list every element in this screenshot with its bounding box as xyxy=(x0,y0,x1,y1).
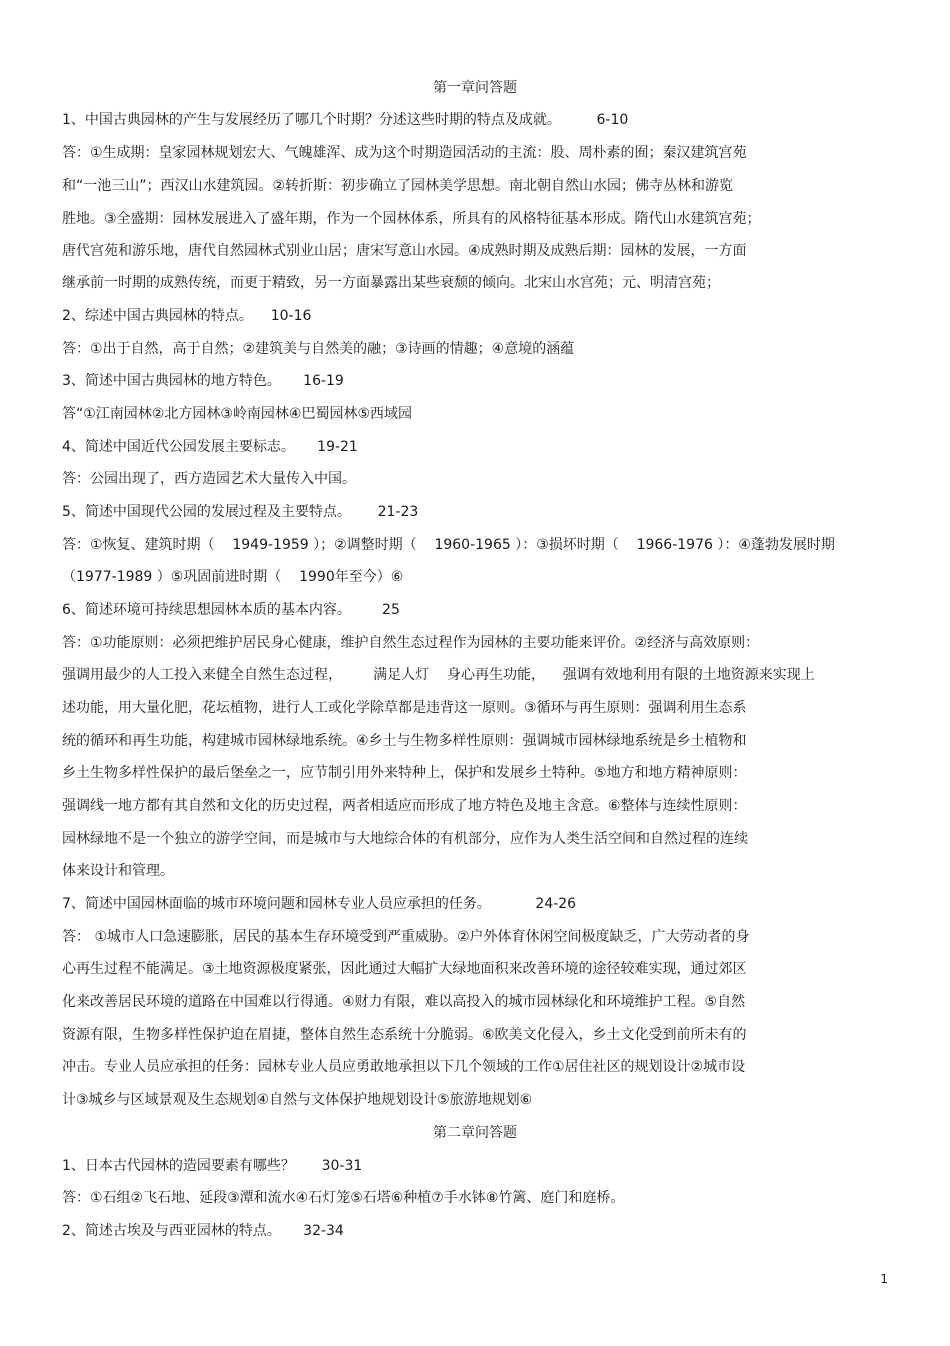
ch2-line: 2、简述古埃及与西亚园林的特点。 32-34 xyxy=(62,1223,344,1239)
ch1-line: 答：①功能原则：必须把维护居民身心健康，维护自然生态过程作为园林的主要功能来评价。②经济与高效原则： xyxy=(62,635,760,651)
ch1-line: 答： ①城市人口急速膨胀，居民的基本生存环境受到严重威胁。②户外体育休闲空间极度缺乏，广大劳动者的身 xyxy=(62,929,750,945)
ch1-line: 唐代宫苑和游乐地，唐代自然园林式别业山居；唐宋写意山水园。④成熟时期及成熟后期：园林的发展，一方面 xyxy=(62,243,747,259)
ch1-line: 1、中国古典园林的产生与发展经历了哪几个时期？分述这些时期的特点及成就。 6-10 xyxy=(62,112,629,128)
ch1-line: 答：①出于自然，高于自然；②建筑美与自然美的融；③诗画的情趣；④意境的涵蕴 xyxy=(62,341,575,357)
ch1-line: 5、简述中国现代公园的发展过程及主要特点。 21-23 xyxy=(62,504,419,520)
ch1-line: 6、简述环境可持续思想园林本质的基本内容。 25 xyxy=(62,602,400,618)
ch1-line: 乡土生物多样性保护的最后堡垒之一，应节制引用外来特种上，保护和发展乡土特种。⑤地方和地方精神原则： xyxy=(62,765,747,781)
ch1-line: 强调用最少的人工投入来健全自然生态过程， 满足人灯 身心再生功能， 强调有效地利用有限的土地资源来实现上 xyxy=(62,667,815,683)
ch1-line: 7、简述中国园林面临的城市环境问题和园林专业人员应承担的任务。 24-26 xyxy=(62,896,577,912)
ch1-line: 3、简述中国古典园林的地方特色。 16-19 xyxy=(62,373,344,389)
ch2-line: 1、日本古代园林的造园要素有哪些？ 30-31 xyxy=(62,1158,363,1174)
ch1-line: 答“①江南园林②北方园林③岭南园林④巴蜀园林⑤西域园 xyxy=(62,406,413,422)
ch1-line: （1977-1989 ）⑤巩固前进时期（ 1990年至今）⑥ xyxy=(62,569,404,585)
ch1-line: 4、简述中国近代公园发展主要标志。 19-21 xyxy=(62,439,358,455)
ch1-line: 继承前一时期的成熟传统，而更于精致，另一方面暴露出某些衰颓的倾向。北宋山水宫苑；元、明清宫苑； xyxy=(62,275,720,291)
ch1-line: 冲击。专业人员应承担的任务：园林专业人员应勇敢地承担以下几个领域的工作①居住社区的规划设计②城市设 xyxy=(62,1059,746,1075)
ch1-line: 2、综述中国古典园林的特点。 10-16 xyxy=(62,308,312,324)
ch1-line: 化来改善居民环境的道路在中国难以行得通。④财力有限，难以高投入的城市园林绿化和环境维护工程。⑤自然 xyxy=(62,994,746,1010)
page-number: 1 xyxy=(880,1272,888,1286)
ch1-line: 心再生过程不能满足。③土地资源极度紧张，因此通过大幅扩大绿地面积来改善环境的途径较难实现，通过郊区 xyxy=(62,961,747,977)
chapter2-title: 第二章问答题 xyxy=(433,1125,517,1141)
ch2-line: 答：①石组②飞石地、延段③潭和流水④石灯笼⑤石塔⑥种植⑦手水钵⑧竹篱、庭门和庭桥。 xyxy=(62,1190,625,1206)
chapter1-title: 第一章问答题 xyxy=(433,80,517,96)
ch1-line: 资源有限，生物多样性保护迫在眉捷，整体自然生态系统十分脆弱。⑥欧美文化侵入，乡土文化受到前所未有的 xyxy=(62,1027,747,1043)
ch1-line: 述功能，用大量化肥，花坛植物，进行人工或化学除草都是违背这一原则。③循环与再生原则：强调利用生态系 xyxy=(62,700,747,716)
ch1-line: 和“一池三山”；西汉山水建筑园。②转折斯：初步确立了园林美学思想。南北朝自然山水园；佛寺丛林和游览 xyxy=(62,178,734,194)
ch1-line: 体来设计和管理。 xyxy=(62,863,174,879)
ch1-line: 答：公园出现了，西方造园艺术大量传入中国。 xyxy=(62,471,356,487)
ch1-line: 计③城乡与区域景观及生态规划④自然与文体保护地规划设计⑤旅游地规划⑥ xyxy=(62,1092,533,1108)
ch1-line: 强调线一地方都有其自然和文化的历史过程，两者相适应而形成了地方特色及地主含意。⑥整体与连续性原则： xyxy=(62,798,747,814)
ch1-line: 胜地。③全盛期：园林发展进入了盛年期，作为一个园林体系，所具有的风格特征基本形成。隋代山水建筑宫苑； xyxy=(62,211,761,227)
ch1-line: 统的循环和再生功能，构建城市园林绿地系统。④乡土与生物多样性原则：强调城市园林绿地系统是乡土植物和 xyxy=(62,733,747,749)
ch1-line: 答：①生成期：皇家园林规划宏大、气魄雄浑、成为这个时期造园活动的主流：股、周朴素的囿；秦汉建筑宫苑 xyxy=(62,145,747,161)
ch1-line: 答：①恢复、建筑时期（ 1949-1959 ）；②调整时期（ 1960-1965 ）：③损坏时期（ 1966-1976 ）：④蓬勃发展时期 xyxy=(62,537,835,553)
ch1-line: 园林绿地不是一个独立的游学空间，而是城市与大地综合体的有机部分，应作为人类生活空间和自然过程的连续 xyxy=(62,831,748,847)
